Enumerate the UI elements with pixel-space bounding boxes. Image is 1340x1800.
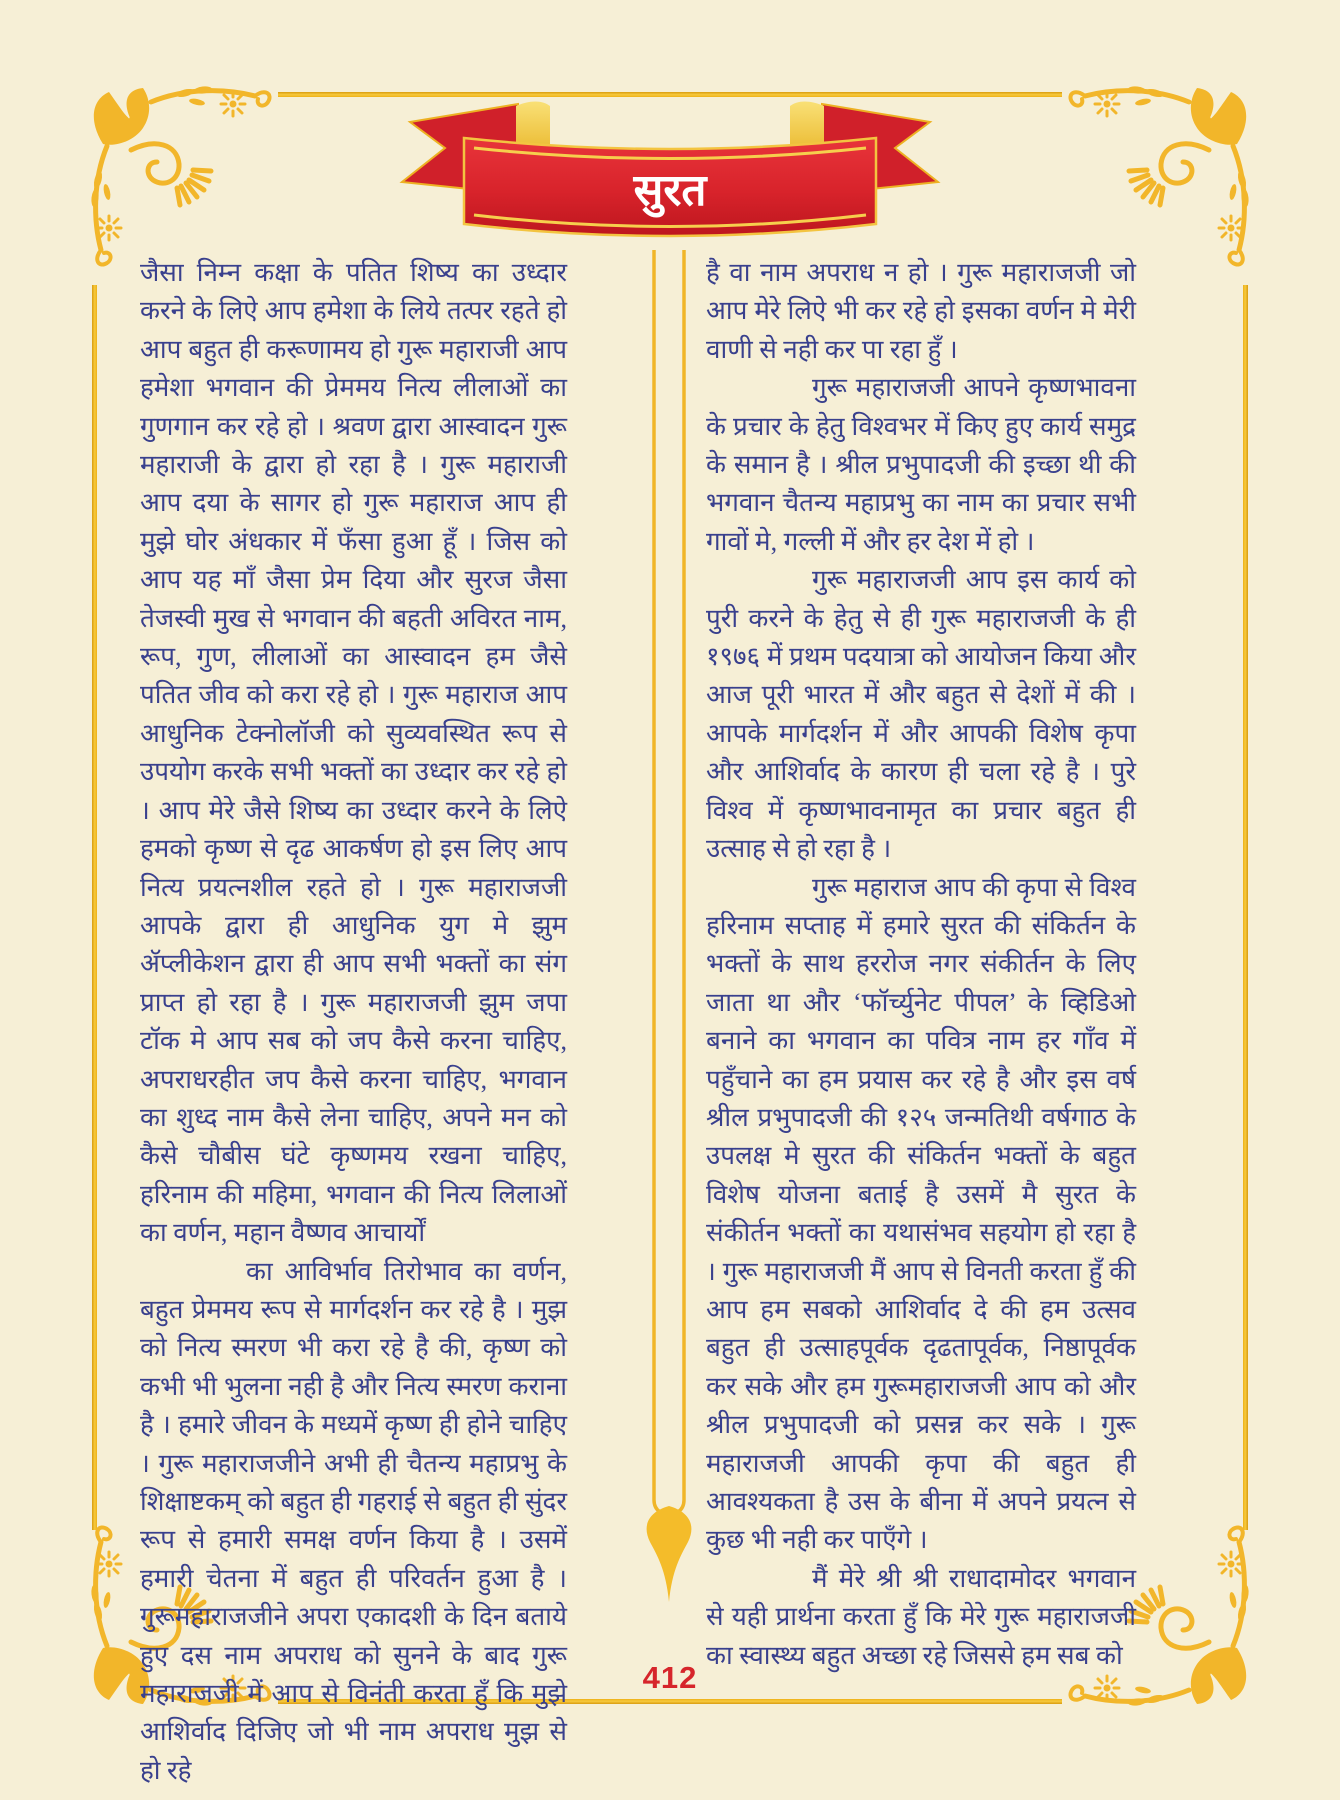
column-divider-icon	[640, 250, 698, 1610]
paragraph: गुरू महाराजजी आप इस कार्य को पुरी करने के हेतु से ही गुरू महाराजजी के ही १९७६ में प्रथम पदयात्रा को आयोजन किया और आज पूरी भारत में और बहुत से देशों में की । आपके मार्गदर्शन में और आपकी विशेष कृपा और आशिर्वाद के कारण ही चला रहे है । पुरे विश्व में कृष्णभावनामृत का प्रचार बहुत ही उत्साह से हो रहा है ।	[706, 565, 1136, 864]
paragraph: गुरू महाराजजी आपने कृष्णभावना के प्रचार के हेतु विश्वभर में किए हुए कार्य समुद्र के समान है । श्रील प्रभुपादजी की इच्छा थी की भगवान चैतन्य महाप्रभु का नाम का प्रचार सभी गावों मे, गल्ली में और हर देश में हो ।	[706, 373, 1136, 556]
paragraph: है वा नाम अपराध न हो । गुरू महाराजजी जो आप मेरे लिऐ भी कर रहे हो इसका वर्णन मे मेरी वाणी से नही कर पा रहा हुँ ।	[706, 258, 1136, 364]
border-line-top	[278, 92, 1062, 97]
paragraph: मैं मेरे श्री श्री राधादामोदर भगवान से यही प्रार्थना करता हुँ कि मेरे गुरू महाराजजी का स्वास्थ्य बहुत अच्छा रहे जिससे हम सब को	[706, 1563, 1136, 1670]
banner-title: सुरत	[633, 166, 707, 215]
page-number: 412	[642, 1660, 698, 1695]
corner-ornament-top-right-icon	[1065, 80, 1255, 270]
border-line-left	[92, 285, 97, 1530]
paragraph: जैसा निम्न कक्षा के पतित शिष्य का उध्दार करने के लिऐ आप हमेशा के लिये तत्पर रहते हो आप बहुत ही करूणामय हो गुरू महाराजी आप हमेशा भगवान की प्रेममय नित्य लीलाओं का गुणगान कर रहे हो । श्रवण द्वारा आस्वादन गुरू महाराजी के द्वारा हो रहा है । गुरू महाराजी आप दया के सागर हो गुरू महाराज आप ही मुझे घोर अंधकार में फँसा हुआ हूँ । जिस को आप यह माँ जैसा प्रेम दिया और सुरज जैसा तेजस्वी मुख से भगवान की बहती अविरत नाम, रूप, गुण, लीलाओं का आस्वादन हम जैसे पतित जीव को करा रहे हो । गुरू महाराज आप आधुनिक टेक्नोलॉजी को सुव्यवस्थित रूप से उपयोग करके सभी भक्तों का उध्दार कर रहे हो । आप मेरे जैसे शिष्य का उध्दार करने के लिऐ हमको कृष्ण से दृढ आकर्षण हो इस लिए आप नित्य प्रयत्नशील रहते हो । गुरू महाराजजी आपके द्वारा ही आधुनिक युग मे झुम ॲप्लीकेशन द्वारा ही आप सभी भक्तों का संग प्राप्त हो रहा है । गुरू महाराजजी झुम जपा टॉक मे आप सब को जप कैसे करना चाहिए, अपराधरहीत जप कैसे करना चाहिए, भगवान का शुध्द नाम कैसे लेना चाहिए, अपने मन को कैसे चौबीस घंटे कृष्णमय रखना चाहिए, हरिनाम की महिमा, भगवान की नित्य लिलाओं का वर्णन, महान वैष्णव आचार्यों	[140, 258, 567, 1248]
paragraph: का आविर्भाव तिरोभाव का वर्णन, बहुत प्रेममय रूप से मार्गदर्शन कर रहे है । मुझ को नित्य स्मरण भी करा रहे है की, कृष्ण को कभी भी भुलना नही है और नित्य स्मरण कराना है । हमारे जीवन के मध्यमें कृष्ण ही होने चाहिए । गुरू महाराजजीने अभी ही चैतन्य महाप्रभु के शिक्षाष्टकम् को बहुत ही गहराई से बहुत ही सुंदर रूप से हमारी समक्ष वर्णन किया है । उसमें हमारी चेतना में बहुत ही परिवर्तन हुआ है । गुरूमहाराजजीने अपरा एकादशी के दिन बताये हुए दस नाम अपराध को सुनने के बाद गुरू महाराजजी में आप से विनंती करता हुँ कि मुझे आशिर्वाद दिजिए जो भी नाम अपराध मुझ से हो रहे	[140, 1256, 567, 1785]
paragraph: गुरू महाराज आप की कृपा से विश्व हरिनाम सप्ताह में हमारे सुरत की संकिर्तन के भक्तों के साथ हररोज नगर संकीर्तन के लिए जाता था और ‘फॉर्च्युनेट पीपल’ के व्हिडिओ बनाने का भगवान का पवित्र नाम हर गाँव में पहुँचाने का हम प्रयास कर रहे है और इस वर्ष श्रील प्रभुपादजी की १२५ जन्मतिथी वर्षगाठ के उपलक्ष मे सुरत की संकिर्तन भक्तों के बहुत विशेष योजना बताई है उसमें मै सुरत के संकीर्तन भक्तों का यथासंभव सहयोग हो रहा है । गुरू महाराजजी मैं आप से विनती करता हुँ की आप हम सबको आशिर्वाद दे की हम उत्सव बहुत ही उत्साहपूर्वक दृढतापूर्वक, निष्ठापूर्वक कर सके और हम गुरूमहाराजजी आप को और श्रील प्रभुपादजी को प्रसन्न कर सके । गुरू महाराजजी आपकी कृपा की बहुत ही आवश्यकता है उस के बीना में अपने प्रयत्न से कुछ भी नही कर पाएँगे ।	[706, 872, 1136, 1555]
corner-ornament-top-left-icon	[85, 80, 275, 270]
ribbon-banner	[390, 98, 950, 248]
right-text-column	[706, 254, 1136, 1675]
left-text-column	[140, 254, 567, 1790]
border-line-right	[1243, 285, 1248, 1530]
